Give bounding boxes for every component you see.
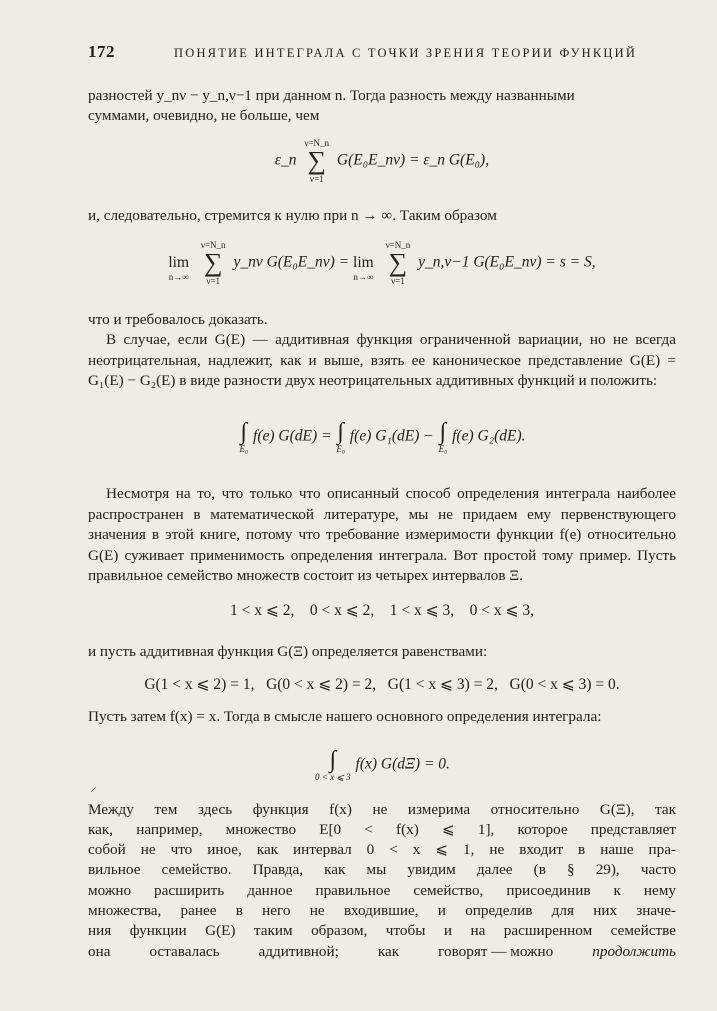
paragraph-line: вильное семейство. Правда, как мы увидим далее (в § 29), часто (88, 861, 676, 878)
paragraph-line: суммами, очевидно, не больше, чем (88, 107, 320, 124)
sigma-symbol: ∑ (203, 248, 223, 277)
paragraph-measurability: Несмотря на то, что только что описанный способ определения интеграла наиболее распространен в математической литературе, мы не придаем ему первенствующего значения в этой книге, потому что требование измеримости функции f(e) относительно G(E) суживает применимость определения интеграла. Вот простой тому пример. Пусть правильное семейство множеств состоит из четырех интервалов Ξ. (88, 485, 676, 584)
limit-operator: lim n→∞ (353, 254, 374, 282)
integral-operator: ∫ E₀ (239, 419, 249, 454)
paragraph-additive-function: В случае, если G(E) — аддитивная функция ограниченной вариации, но не всегда неотрицательная, надлежит, как и выше, взять ее каноническое представление G(E) = G₁(E) − G₂(E) в виде разности двух неотрицательных аддитивных функций и положить: (88, 331, 676, 389)
integral-symbol: ∫ (329, 747, 337, 773)
integral-symbol: ∫ (337, 419, 344, 445)
paragraph-line: можно расширить данное правильное семейство, присоединив к нему (88, 882, 676, 899)
integral-operator: ∫ E₀ (336, 419, 345, 454)
paragraph-line: собой не что иное, как интервал 0 < x ⩽ 1, не входит в наше пра- (88, 841, 676, 858)
sum-operator (304, 138, 329, 184)
paragraph-line: Между тем здесь функция f(x) не измерима относительно G(Ξ), так (88, 801, 676, 818)
page-number: 172 (88, 42, 115, 61)
formula-right-body: y_n,ν−1 G(E₀E_nν) = s = S, (418, 253, 596, 271)
formula-limit-sums (88, 240, 676, 286)
formula-body: G(E₀E_nν) = ε_n G(E₀), (336, 151, 490, 169)
formula-prefix: ε_n (274, 151, 297, 169)
formula-intervals: 1 < x ⩽ 2, 0 < x ⩽ 2, 1 < x ⩽ 3, 0 < x ⩽ 3, (230, 602, 534, 619)
sum-operator: ν=N_n ∑ ν=1 (385, 240, 411, 286)
paragraph-line: разностей y_nν − y_n,ν−1 при данном n. Тогда разность между названными (88, 87, 575, 104)
paragraph-example-function: Пусть затем f(x) = x. Тогда в смысле нашего основного определения интеграла: (88, 708, 602, 725)
paragraph-line: что и требовалось доказать. (88, 311, 268, 328)
paragraph-line: и, следовательно, стремится к нулю при n → ∞. Таким образом (88, 207, 497, 224)
formula-G-values: G(1 < x ⩽ 2) = 1, G(0 < x ⩽ 2) = 2, G(1 < x ⩽ 3) = 2, G(0 < x ⩽ 3) = 0. (144, 676, 620, 693)
formula-sum-epsilon (88, 138, 676, 184)
sigma-symbol: ∑ (388, 248, 408, 277)
paragraph-last-line: она оставалась аддитивной; как говорят — можно продолжить (88, 943, 676, 960)
integral-symbol: ∫ (439, 419, 447, 445)
running-head: ПОНЯТИЕ ИНТЕГРАЛА С ТОЧКИ ЗРЕНИЯ ТЕОРИИ ФУНКЦИЙ (174, 46, 638, 60)
sum-lower-limit: ν=1 (309, 174, 324, 184)
integral-operator: ∫ 0 < x ⩽ 3 (315, 747, 351, 782)
integral-operator: ∫ E₀ (438, 419, 448, 454)
formula-integral-zero: ∫ 0 < x ⩽ 3 f(x) G(dΞ) = 0. (315, 747, 450, 782)
formula-integral-decomposition: ∫ E₀ f(e) G(dE) = ∫ E₀ f(e) G₁(dE) − ∫ E₀ f(e) G₂(dE). (239, 419, 526, 454)
sum-operator: ν=N_n ∑ ν=1 (200, 240, 226, 286)
margin-mark: ⸝ (90, 780, 97, 795)
paragraph-line: и пусть аддитивная функция G(Ξ) определяется равенствами: (88, 643, 488, 660)
sum-upper-limit: ν=N_n (304, 138, 330, 148)
page-header (88, 42, 688, 66)
paragraph-line: как, например, множество E[0 < f(x) ⩽ 1], которое представляет (88, 821, 676, 838)
sigma-symbol: ∑ (307, 146, 326, 175)
limit-operator: lim n→∞ (168, 254, 190, 282)
integral-symbol: ∫ (240, 419, 248, 445)
formula-left-body: y_nν G(E₀E_nν) = (233, 253, 350, 271)
paragraph-line: ния функции G(E) таким образом, чтобы и на расширенном семействе (88, 922, 676, 939)
paragraph-line: множества, ранее в него не входившие, и определив для них значе- (88, 902, 676, 919)
